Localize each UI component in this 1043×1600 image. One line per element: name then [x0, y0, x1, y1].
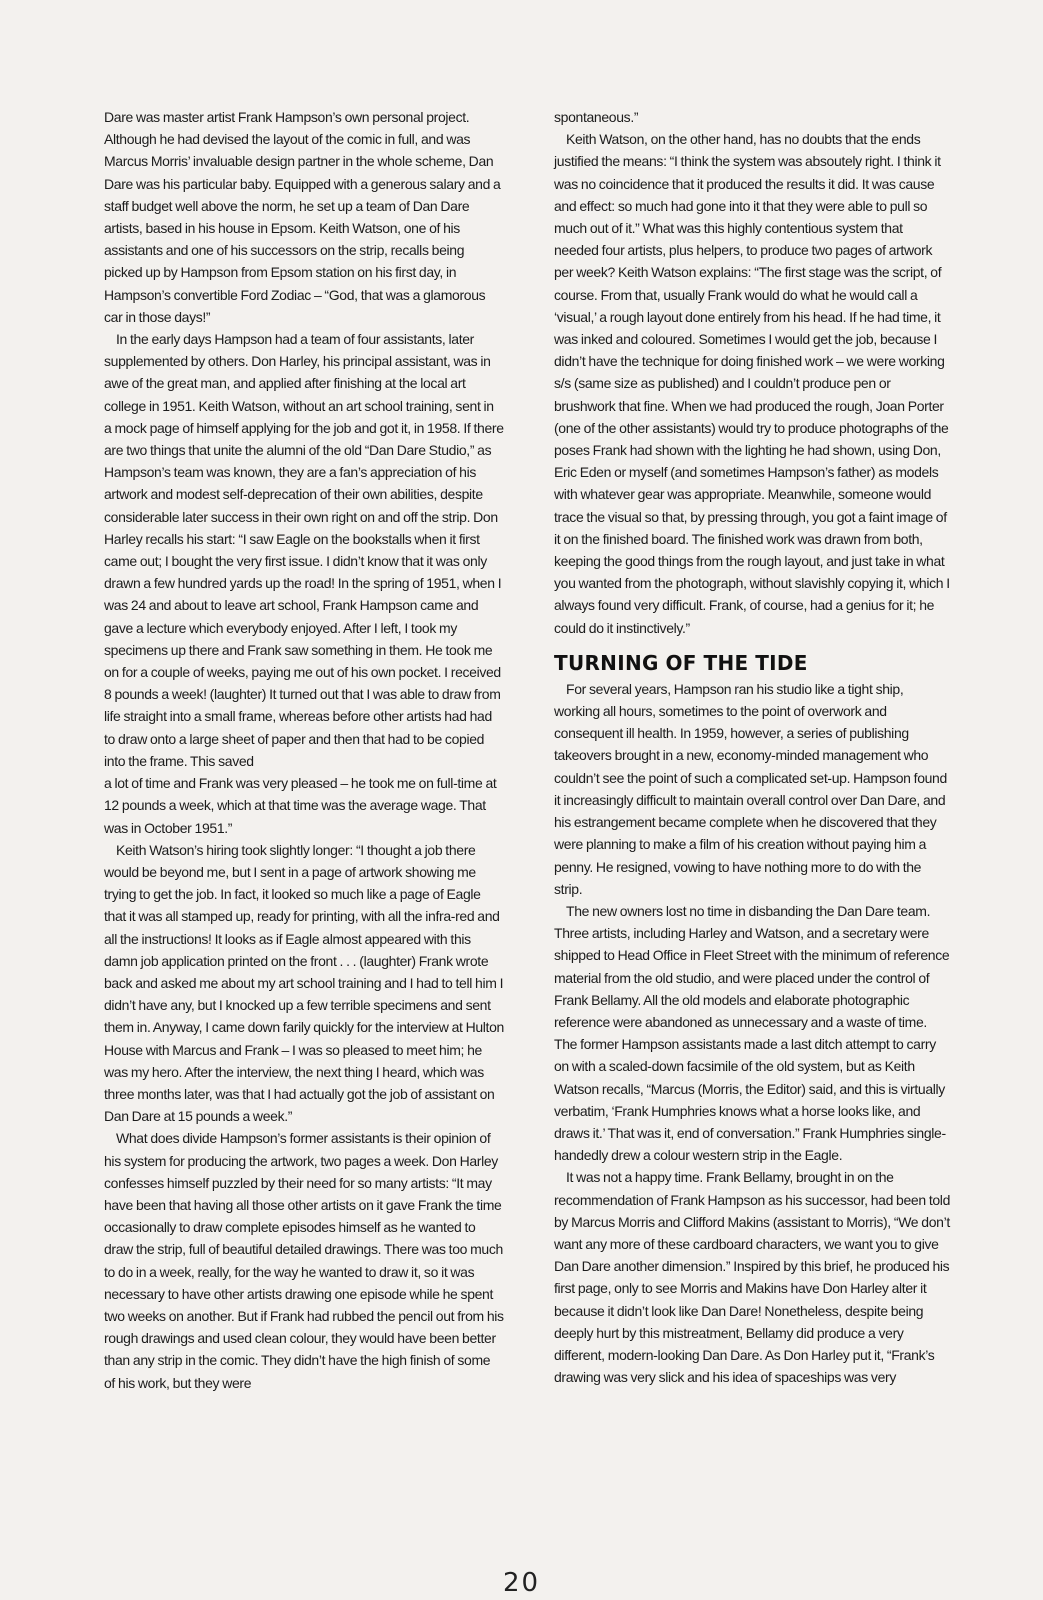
article-paragraph: In the early days Hampson had a team of four assistants, later supplemented by others. Don Harley, his principal assistant, was in awe of the great man, and applied after finishing at the local art college in 1951. Keith Watson, without an art school training, sent in a mock page of himself applying for the job and got it, in 1958. If there are two things that unite the alumni of the old “Dan Dare Studio,” as Hampson’s team was known, they are a fan’s appreciation of his artwork and modest self-deprecation of their own abilities, despite considerable later success in their own right on and off the strip. Don Harley recalls his start: “I saw Eagle on the bookstalls when it first came out; I bought the very first issue. I didn’t know that it was only drawn a few hundred yards up the road! In the spring of 1951, when I was 24 and about to leave art school, Frank Hampson came and gave a lecture which everybody enjoyed. After I left, I took my specimens up there and Frank saw something in them. He took me on for a couple of weeks, paying me out of his own pocket. I received 8 pounds a week! (laughter) It turned out that I was able to draw from life straight into a small frame, whereas before other artists had had to draw onto a large sheet of paper and then that had to be copied into the frame. This saved [104, 331, 504, 769]
article-paragraph: spontaneous.” [554, 109, 639, 125]
article-paragraph: a lot of time and Frank was very pleased – he took me on full-time at 12 pounds a week, which at that time was the average wage. That was in October 1951.” [104, 775, 497, 836]
article-paragraph: Dare was master artist Frank Hampson’s own personal project. Although he had devised the layout of the comic in full, and was Marcus Morris’ invaluable design partner in the whole scheme, Dan Dare was his particular baby. Equipped with a generous salary and a staff budget well above the norm, he set up a team of Dan Dare artists, based in his house in Epsom. Keith Watson, one of his assistants and one of his successors on the strip, recalls being picked up by Hampson from Epsom station on his first day, in Hampson’s convertible Ford Zodiac – “God, that was a glamorous car in those days!” [104, 109, 501, 325]
section-heading: TURNING OF THE TIDE [554, 650, 808, 675]
article-paragraph: What does divide Hampson’s former assistants is their opinion of his system for producing the artwork, two pages a week. Don Harley confesses himself puzzled by their need for so many artists: “It may have been that having all those other artists on it gave Frank the time occasionally to draw complete episodes himself as he wanted to draw the strip, full of beautiful detailed drawings. There was too much to do in a week, really, for the way he wanted to draw it, so it was necessary to have other artists drawing one episode while he spent two weeks on another. But if Frank had rubbed the pencil out from his rough drawings and used clean colour, they would have been better than any strip in the comic. They didn’t have the high finish of some of his work, but they were [104, 1130, 504, 1391]
right-column [554, 106, 950, 1388]
article-paragraph: For several years, Hampson ran his studio like a tight ship, working all hours, sometimes to the point of overwork and consequent ill health. In 1959, however, a series of publishing takeovers brought in a new, economy-minded management who couldn’t see the point of such a complicated set-up. Hampson found it increasingly difficult to maintain overall control over Dan Dare, and his estrangement became complete when he discovered that they were planning to make a film of his creation without paying him a penny. He resigned, vowing to have nothing more to do with the strip. [554, 680, 947, 897]
page-number: 20 [502, 1568, 541, 1598]
article-paragraph: The new owners lost no time in disbanding the Dan Dare team. Three artists, including Harley and Watson, and a secretary were shipped to Head Office in Fleet Street with the minimum of reference material from the old studio, and were placed under the control of Frank Bellamy. All the old models and elaborate photographic reference were abandoned as unnecessary and a waste of time. The former Hampson assistants made a last ditch attempt to carry on with a scaled-down facsimile of the old system, but as Keith Watson recalls, “Marcus (Morris, the Editor) said, and this is virtually verbatim, ‘Frank Humphries knows what a horse looks like, and draws it.’ That was it, end of conversation.” Frank Humphries single-handedly drew a colour western strip in the Eagle. [554, 902, 950, 1164]
left-column [104, 106, 504, 1394]
article-paragraph: Keith Watson, on the other hand, has no doubts that the ends justified the means: “I think the system was absoutely right. I think it was no coincidence that it produced the results it did. It was cause and effect: so much had gone into it that they were able to pull so much out of it.” What was this highly contentious system that needed four artists, plus helpers, to produce two pages of artwork per week? Keith Watson explains: “The first stage was the script, of course. From that, usually Frank would do what he would call a ‘visual,’ a rough layout done entirely from his head. If he had time, it was inked and coloured. Sometimes I would get the job, because I didn’t have the technique for doing finished work – we were working s/s (same size as published) and I couldn’t produce pen or brushwork that fine. When we had produced the rough, Joan Porter (one of the other assistants) would try to produce photographs of the poses Frank had shown with the lighting he had shown, using Don, Eric Eden or myself (and sometimes Hampson’s father) as models with whatever gear was appropriate. Meanwhile, someone would trace the visual so that, by pressing through, you got a faint image of it on the finished board. The finished work was drawn from both, keeping the good things from the rough layout, and just take in what you wanted from the photograph, without slavishly copying it, which I always found very difficult. Frank, of course, had a genius for it; he could do it instinctively.” [554, 131, 950, 636]
article-paragraph: Keith Watson’s hiring took slightly longer: “I thought a job there would be beyond me, but I sent in a page of artwork showing me trying to get the job. In fact, it looked so much like a page of Eagle that it was all stamped up, ready for printing, with all the infra-red and all the instructions! It looks as if Eagle almost appeared with this damn job application printed on the front . . . (laughter) Frank wrote back and asked me about my art school training and I had to tell him I didn’t have any, but I knocked up a few terrible specimens and sent them in. Anyway, I came down farily quickly for the interview at Hulton House with Marcus and Frank – I was so pleased to meet him; he was my hero. After the interview, the next thing I heard, which was three months later, was that I had actually got the job of assistant on Dan Dare at 15 pounds a week.” [104, 841, 504, 1125]
article-paragraph: It was not a happy time. Frank Bellamy, brought in on the recommendation of Frank Hampson as his successor, had been told by Marcus Morris and Clifford Makins (assistant to Morris), “We don’t want any more of these cardboard characters, we want you to give Dan Dare another dimension.” Inspired by this brief, he produced his first page, only to see Morris and Makins have Don Harley alter it because it didn’t look like Dan Dare! Nonetheless, despite being deeply hurt by this mistreatment, Bellamy did produce a very different, modern-looking Dan Dare. As Don Harley put it, “Frank’s drawing was very slick and his idea of spaceships was very [554, 1169, 951, 1386]
